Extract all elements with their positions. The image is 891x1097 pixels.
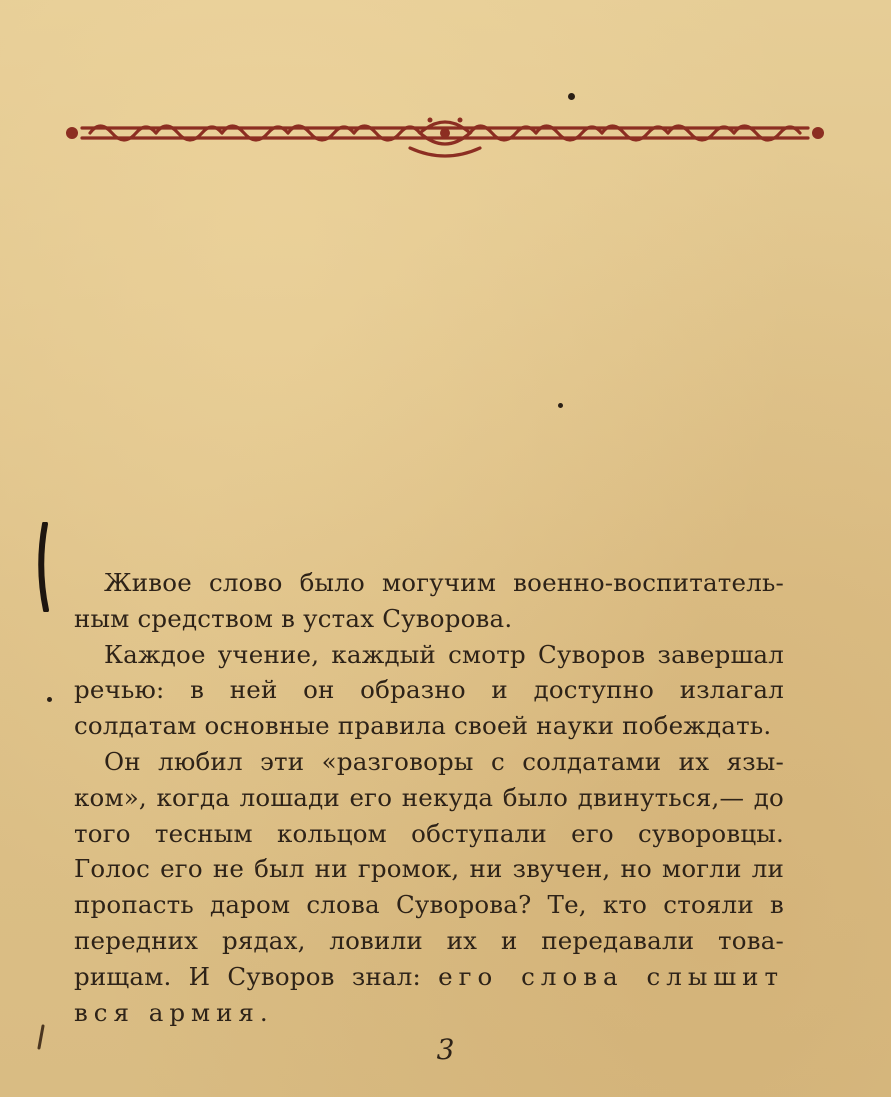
paragraph xyxy=(74,637,784,744)
emphasized-text: вся армия. xyxy=(74,997,274,1027)
text-line: ком», когда лошади его некуда было двинуться,— xyxy=(74,782,745,812)
ink-speck xyxy=(568,93,575,100)
emphasized-text: его слова слышит xyxy=(438,961,784,991)
text-line: Он любил эти «разговоры с солдатами их язы- xyxy=(104,746,784,776)
page-number: 3 xyxy=(436,1033,455,1066)
text-line: в передних рядах, ловили их и передавали това- xyxy=(74,890,784,955)
text-line: ли пропасть даром слова Суворова? Те, кто стояли xyxy=(74,854,784,920)
ink-speck xyxy=(47,697,52,702)
text-line: солдатам основные правила своей науки побеждать. xyxy=(74,711,772,741)
text-line: Живое слово было могучим военно-воспитатель- xyxy=(104,568,784,597)
text-line: до того тесным кольцом обступали его суворовцы. xyxy=(74,782,784,848)
text-line: ным средством в устах Суворова. xyxy=(74,603,513,633)
paragraph xyxy=(74,565,784,637)
text-line: рищам. И Суворов знал: xyxy=(74,961,439,991)
paragraph xyxy=(74,744,784,1030)
text-line: Каждое учение, каждый смотр Суворов завершал xyxy=(104,639,784,669)
margin-bracket-icon xyxy=(34,522,50,612)
body-text xyxy=(74,565,784,1030)
decorative-border-icon xyxy=(60,108,830,160)
text-line: Голос его не был ни громок, ни звучен, но могли xyxy=(74,854,742,884)
text-line: речью: в ней он образно и доступно излагал xyxy=(74,675,784,705)
ink-speck xyxy=(558,403,563,408)
